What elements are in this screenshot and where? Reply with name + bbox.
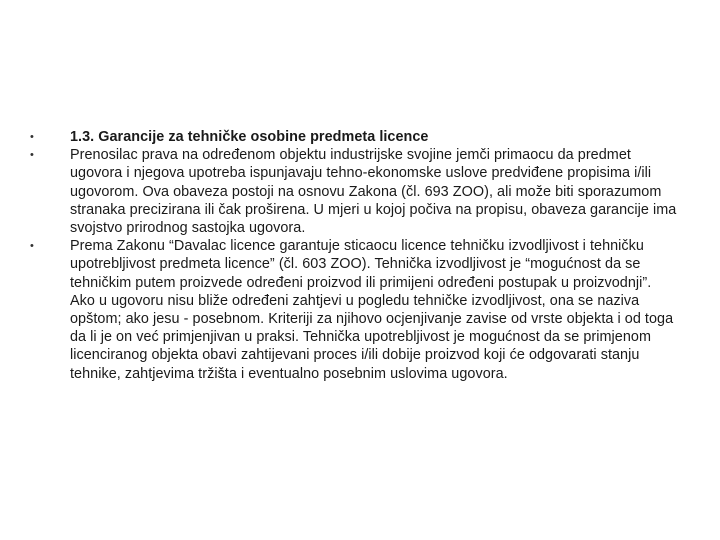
- bullet-list: [30, 128, 678, 383]
- paragraph-technical-feasibility: Prema Zakonu “Davalac licence garantuje sticaocu licence tehničku izvodljivost i tehničku upotrebljivost predmeta licence” (čl. 603 ZOO). Tehnička izvodljivost je “mogućnost da se tehničkim putem proizvede određeni proizvod ili primijeni određeni postupak u proizvodnji”. Ako u ugovoru nisu bliže određeni zahtjevi u pogledu tehničke izvodljivost, ona se naziva opštom; ako jesu - posebnom. Kriteriji za njihovo ocjenjivanje zavise od vrste objekta i od toga da li je on već primjenjivan u praksi. Tehnička upotrebljivost je mogućnost da se primjenom licenciranog objekta obavi zahtijevani proces i/ili dobije proizvod koji će odgovarati stanju tehnike, zahtjevima tržišta i eventualno posebnim uslovima ugovora.: [70, 238, 674, 382]
- bullet-marker: •: [30, 240, 34, 253]
- bullet-item-guarantee-obligation: [30, 146, 678, 237]
- bullet-item-heading: [30, 128, 678, 146]
- paragraph-guarantee-obligation: Prenosilac prava na određenom objektu industrijske svojine jemči primaocu da predmet ugovora i njegova upotreba ispunjavaju tehno-ekonomske uslove predviđene propisima i/ili ugovorom. Ova obaveza postoji na osnovu Zakona (čl. 693 ZOO), ali može biti sporazumom stranaka precizirana ili čak proširena. U mjeri u kojoj počiva na propisu, obaveza garancije ima svojstvo prirodnog sastojka ugovora.: [70, 147, 677, 237]
- bullet-marker: •: [30, 149, 34, 162]
- bullet-item-technical-feasibility: [30, 237, 678, 383]
- bullet-marker: •: [30, 131, 34, 143]
- section-heading: 1.3. Garancije za tehničke osobine predmeta licence: [70, 129, 429, 145]
